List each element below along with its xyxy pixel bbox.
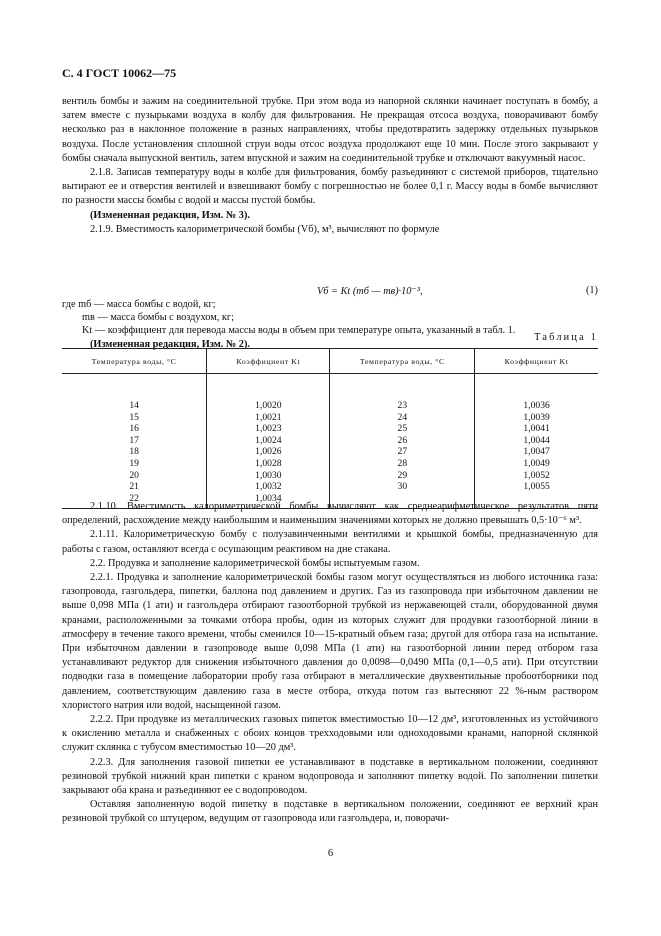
legend-line-mb: где mб — масса бомбы с водой, кг; [62,299,216,310]
table-column-temp-right: 23 24 25 26 27 28 29 30 [330,374,475,509]
table-header-temp-right: Температура воды, °С [330,349,475,374]
paragraph-2-2: 2.2. Продувка и заполнение калориметрической бомбы испытуемым газом. [90,557,420,569]
table-header-temp-left: Температура воды, °С [62,349,207,374]
table-column-coef-left: 1,0020 1,0021 1,0023 1,0024 1,0026 1,0028 1,0030 1,0032 1,0034 [207,374,330,509]
paragraph-2-1-8: 2.1.8. Записав температуру воды в колбе для фильтрования, бомбу разъединяют с системой приборов, тщательно вытирают ее и отверстия вентилей и взвешивают бомбу с погрешностью не более 0,1 г. Массу воды в бомбе вычисляют по разности массы бомбы с водой и массы пустой бомбы. [62,167,598,207]
table-column-coef-right: 1,0036 1,0039 1,0041 1,0044 1,0047 1,0049 1,0052 1,0055 [475,374,598,509]
text-block-bottom [62,500,598,827]
paragraph-2-1-11: 2.1.11. Калориметрическую бомбу с полузавинченными вентилями и крышкой бомбы, предназначенную для работы с газом, оставляют всегда с осушающим реактивом на дне стакана. [62,529,598,555]
amendment-note-2: (Измененная редакция, Изм. № 2). [90,338,250,350]
amendment-note-3: (Измененная редакция, Изм. № 3). [90,209,250,221]
paragraph-2-1-9: 2.1.9. Вместимость калориметрической бомбы (Vб), м³, вычисляют по формуле [90,223,440,235]
coefficient-table [62,348,598,509]
paragraph-2-2-1: 2.2.1. Продувка и заполнение калориметрической бомбы газом могут осуществляться из любого источника газа: газопровода, газгольдера, пипетки, баллона под давлением и других. Газ из газопровода при избыточном давлении не выше 0,098 МПа (1 ати) и газгольдера отбирают газоотборной трубкой из нержавеющей стали, оборудованной двумя кранами, расположенными за точками отбора пробы, один из которых служит для продувки газоотборной линии в атмосферу в течение такого времени, чтобы сменился 10—15-кратный объем газа; другой для отбора газа на испытание. При избыточном давлении в газопроводе выше 0,098 МПа (1 ати) на газоотборной линии перед отбором газа устанавливают редуктор для снижения избыточного давления до 0,0098—0,0490 МПа (0,1—0,5 ати). При отсутствии подводки газа в помещение лаборатории пробу газа отбирают в металлические двухвентильные пробоотборники под давлением, соответствующим давлению газа в месте отбора, откуда потом газ вытесняют 22 %-ным раствором хлористого натрия или водой, насыщенной газом. [62,572,598,711]
table-header-coef-left: Коэффициент Kt [207,349,330,374]
table-column-temp-left: 14 15 16 17 18 19 20 21 22 [62,374,207,509]
legend-line-mv: mв — масса бомбы с воздухом, кг; [82,312,234,324]
paragraph-2-2-3: 2.2.3. Для заполнения газовой пипетки ее устанавливают в подставке в вертикальном положении, соединяют резиновой трубкой нижний кран пипетки с краном водопровода и заполняют пипетку водой. По заполнении пипетки закрывают оба крана и разъединяют ее с водопроводом. [62,756,598,797]
text-block-top [62,95,598,237]
formula-expression: Vб = Kt (mб — mв)·10⁻³, [317,286,423,297]
formula-number: (1) [585,285,598,296]
table-caption: Таблица 1 [534,332,598,343]
page-number: 6 [327,848,334,859]
paragraph-2-2-2: 2.2.2. При продувке из металлических газовых пипеток вместимостью 10—12 дм³, изготовленных из устойчивого к окислению металла и снабженных с обоих концов трехходовыми или одноходовыми кранами, напорной склянкой служит склянка с тубусом вместимостью 10—20 дм³. [62,714,598,754]
table-header-coef-right: Коэффициент Kt [475,349,598,374]
paragraph-continuation: вентиль бомбы и зажим на соединительной трубке. При этом вода из напорной склянки начинает поступать в бомбу, а затем вместе с пузырьками воздуха в колбу для фильтрования. Не прекращая отсоса воздуха, поворачивают бомбу несколько раз в наклонное положение в разных направлениях, чтобы предотвратить задержку отдельных пузырьков воздуха. После установления сплошной струи воды отсос воздуха продолжают еще 10 мин. После этого закрывают у бомбы сначала выпускной вентиль, затем впускной и зажим на соединительной трубке и отключают вакуумный насос. [62,96,598,164]
paragraph-2-1-10: 2.1.10. Вместимость калориметрической бомбы вычисляют как среднеарифметическое результатов пяти определений, расхождение между наибольшим и наименьшим значениями которых не должно превышать 0,5·10⁻⁶ м³. [62,501,598,527]
page-header: С. 4 ГОСТ 10062—75 [62,66,177,80]
legend-line-kt: Kt — коэффициент для перевода массы воды в объем при температуре опыта, указанный в табл. 1. [82,325,516,337]
paragraph-continuation-end: Оставляя заполненную водой пипетку в подставке в вертикальном положении, соединяют ее верхний кран резиновой трубкой со штуцером, ведущим от газопровода или газгольдера, и, поворачи- [62,799,598,825]
